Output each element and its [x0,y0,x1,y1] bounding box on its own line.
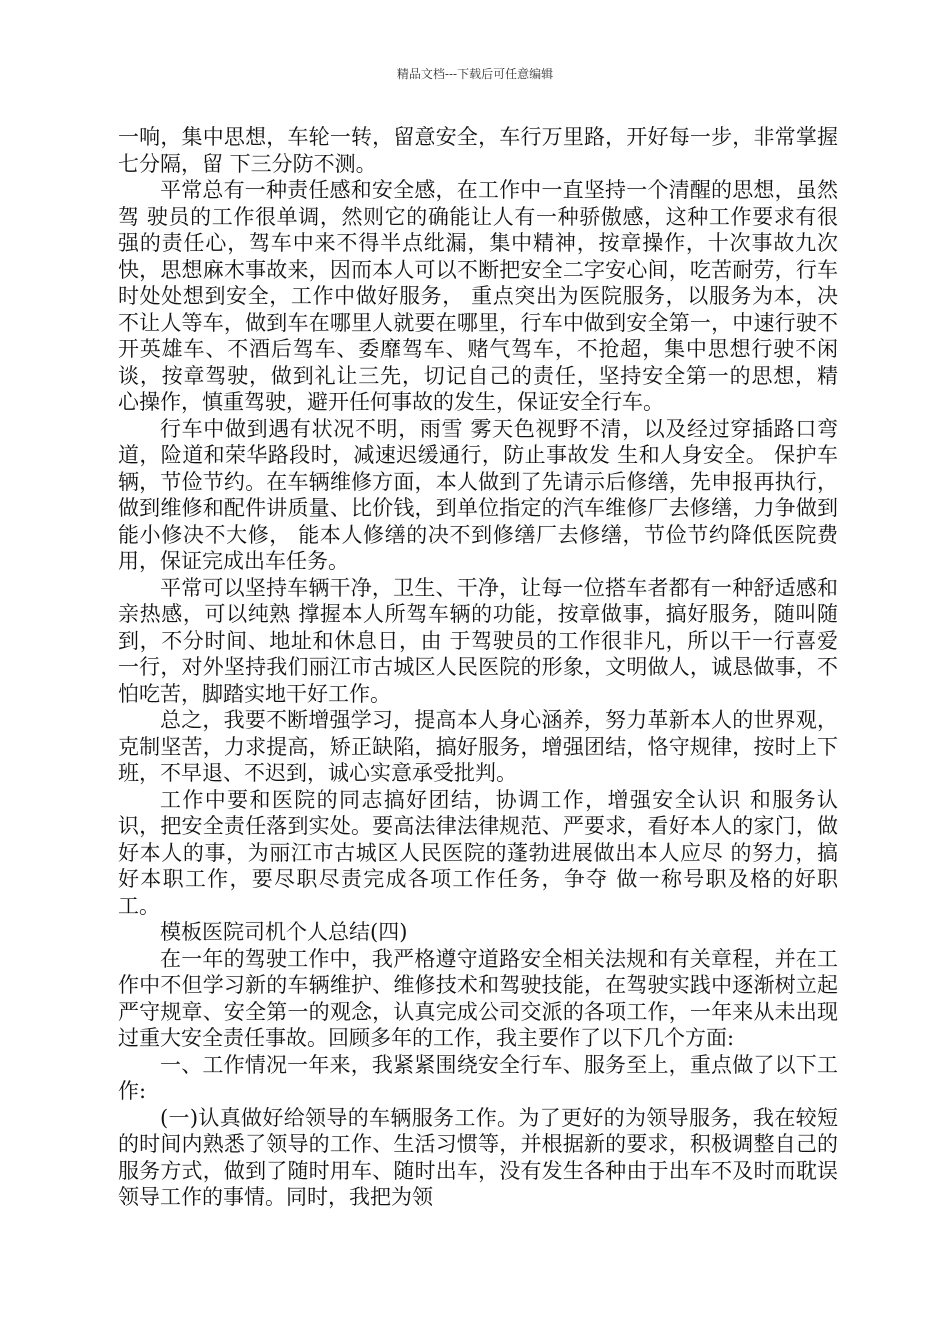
paragraph: 一响，集中思想，车轮一转，留意安全，车行万里路，开好每一步，非常掌握七分隔，留 下三分防不测。 [118,125,838,176]
section-heading: 模板医院司机个人总结(四) [160,920,408,944]
paragraph: 在一年的驾驶工作中，我严格遵守道路安全相关法规和有关章程，并在工作中不但学习新的车辆维护、维修技术和驾驶技能，在驾驶实践中逐渐树立起严守规章、安全第一的观念，认真完成公司交派的各项工作，一年来从未出现过重大安全责任事故。回顾多年的工作，我主要作了以下几个方面: [118,946,838,1050]
document-body [118,124,838,1211]
paragraph: 总之，我要不断增强学习，提高本人身心涵养，努力革新本人的世界观， 克制坚苦，力求提高，矫正缺陷，搞好服务，增强团结，恪守规律，按时上下班，不早退、不迟到，诚心实意承受批判。 [118,708,838,785]
paragraph: 工作中要和医院的同志搞好团结，协调工作，增强安全认识 和服务认识，把安全责任落到实处。要高法律法律规范、严要求，看好本人的家门，做好本人的事，为丽江市古城区人民医院的蓬勃进展做出本人应尽 的努力，搞好本职工作，要尽职尽责完成各项工作任务，争夺 做一称号职及格的好职工。 [118,787,838,918]
page-header: 精品文档---下载后可任意编辑 [396,67,554,81]
paragraph: 行车中做到遇有状况不明，雨雪 雾天色视野不清，以及经过穿插路口弯道，险道和荣华路段时，减速迟缓通行，防止事故发 生和人身安全。 保护车辆，节俭节约。在车辆维修方面，本人做到了先请示后修缮，先申报再执行，做到维修和配件讲质量、比价钱，到单位指定的汽车维修厂去修缮，力争做到能小修决不大修， 能本人修缮的决不到修缮厂去修缮，节俭节约降低医院费用，保证完成出车任务。 [118,416,838,573]
paragraph: 平常总有一种责任感和安全感，在工作中一直坚持一个清醒的思想，虽然驾 驶员的工作很单调，然则它的确能让人有一种骄傲感，这种工作要求有很强的责任心，驾车中来不得半点纰漏，集中精神，按章操作，十次事故九次快，思想麻木事故来，因而本人可以不断把安全二字安心间，吃苦耐劳，行车时处处想到安全，工作中做好服务， 重点突出为医院服务，以服务为本，决不让人等车，做到车在哪里人就要在哪里，行车中做到安全第一，中速行驶不开英雄车、不酒后驾车、委靡驾车、赌气驾车，不抢超，集中思想行驶不闲谈，按章驾驶，做到礼让三先，切记自己的责任，坚持安全第一的思想，精 心操作，慎重驾驶，避开任何事故的发生，保证安全行车。 [118,178,838,414]
paragraph: 一、工作情况一年来，我紧紧围绕安全行车、服务至上，重点做了以下工作: [118,1052,838,1103]
paragraph: (一)认真做好给领导的车辆服务工作。为了更好的为领导服务，我在较短的时间内熟悉了领导的工作、生活习惯等，并根据新的要求，积极调整自己的服务方式，做到了随时用车、随时出车，没有发生各种由于出车不及时而耽误领导工作的事情。同时，我把为领 [118,1105,838,1209]
paragraph: 平常可以坚持车辆干净，卫生、干净，让每一位搭车者都有一种舒适感和亲热感，可以纯熟 撑握本人所驾车辆的功能，按章做事，搞好服务，随叫随到，不分时间、地址和休息日，由 于驾驶员的工作很非凡，所以干一行喜爱一行，对外坚持我们丽江市古城区人民医院的形象，文明做人，诚恳做事，不怕吃苦，脚踏实地干好工作。 [118,575,838,706]
